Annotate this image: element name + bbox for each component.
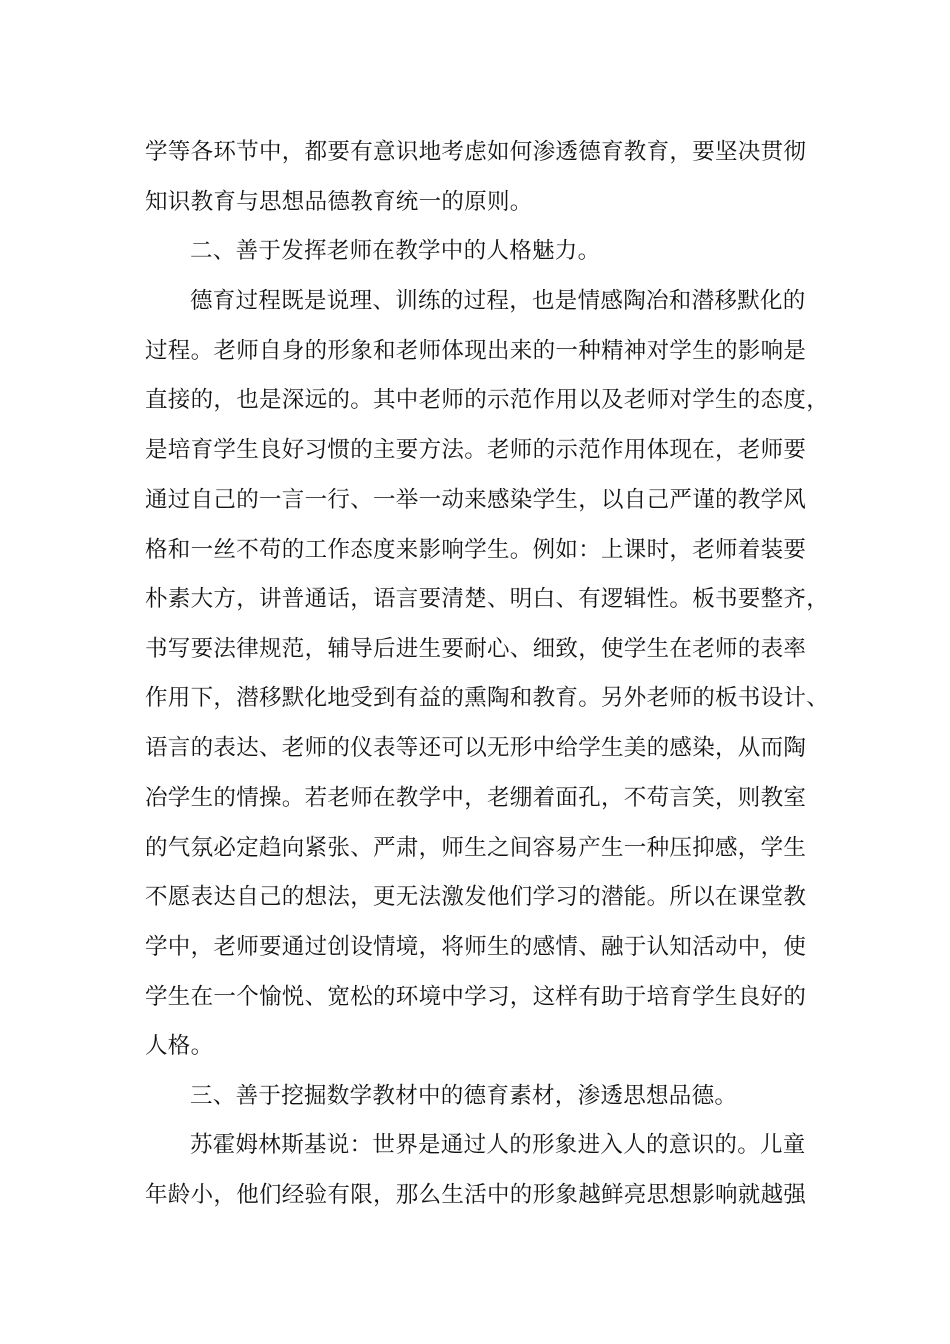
- text-line: 人格。: [145, 1033, 214, 1059]
- text-line: 德育过程既是说理、训练的过程，也是情感陶冶和潜移默化的: [190, 288, 806, 314]
- text-line: 年龄小，他们经验有限，那么生活中的形象越鲜亮思想影响就越强: [145, 1182, 807, 1208]
- text-line: 格和一丝不苟的工作态度来影响学生。例如：上课时，老师着装要: [145, 537, 807, 563]
- text-line: 是培育学生良好习惯的主要方法。老师的示范作用体现在，老师要: [145, 437, 807, 463]
- text-line: 学生在一个愉悦、宽松的环境中学习，这样有助于培育学生良好的: [145, 984, 807, 1010]
- text-line: 书写要法律规范，辅导后进生要耐心、细致，使学生在老师的表率: [145, 636, 807, 662]
- text-line: 过程。老师自身的形象和老师体现出来的一种精神对学生的影响是: [145, 338, 807, 364]
- text-line: 朴素大方，讲普通话，语言要清楚、明白、有逻辑性。板书要整齐，: [145, 586, 830, 612]
- text-line: 学等各环节中，都要有意识地考虑如何渗透德育教育，要坚决贯彻: [145, 139, 807, 165]
- text-line: 作用下，潜移默化地受到有益的熏陶和教育。另外老师的板书设计、: [145, 685, 830, 711]
- section-heading: 二、善于发挥老师在教学中的人格魅力。: [190, 238, 601, 264]
- text-line: 语言的表达、老师的仪表等还可以无形中给学生美的感染，从而陶: [145, 735, 807, 761]
- section-heading: 三、善于挖掘数学教材中的德育素材，渗透思想品德。: [190, 1083, 738, 1109]
- text-line: 的气氛必定趋向紧张、严肃，师生之间容易产生一种压抑感，学生: [145, 835, 807, 861]
- text-line: 知识教育与思想品德教育统一的原则。: [145, 189, 533, 215]
- text-line: 不愿表达自己的想法，更无法激发他们学习的潜能。所以在课堂教: [145, 884, 807, 910]
- text-line: 冶学生的情操。若老师在教学中，老绷着面孔，不苟言笑，则教室: [145, 785, 807, 811]
- text-line: 苏霍姆林斯基说：世界是通过人的形象进入人的意识的。儿童: [190, 1132, 806, 1158]
- text-line: 学中，老师要通过创设情境，将师生的感情、融于认知活动中，使: [145, 934, 807, 960]
- text-line: 通过自己的一言一行、一举一动来感染学生，以自己严谨的教学风: [145, 487, 807, 513]
- text-line: 直接的，也是深远的。其中老师的示范作用以及老师对学生的态度，: [145, 387, 830, 413]
